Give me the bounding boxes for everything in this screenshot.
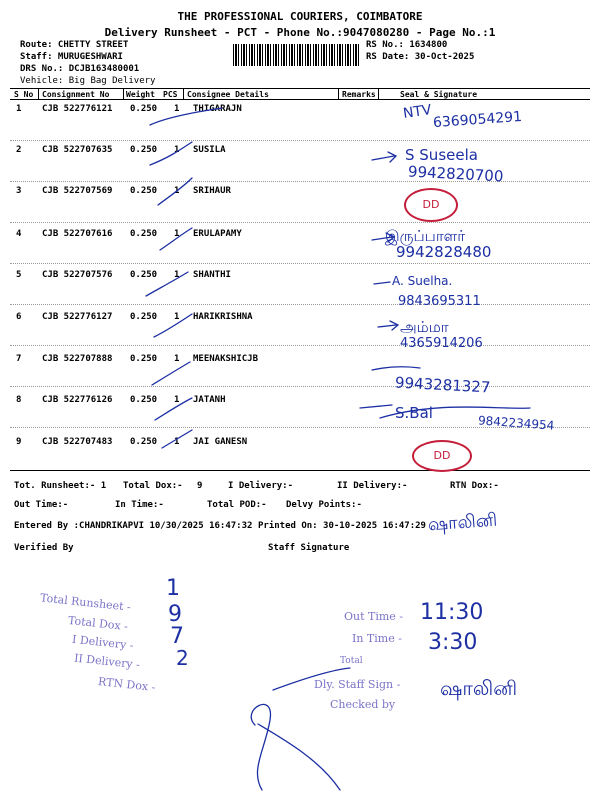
stamp-line: I Delivery -: [71, 632, 135, 653]
handwritten-name: இருப்பாளர்: [385, 227, 466, 245]
stamp-line: Out Time -: [344, 610, 404, 623]
handwritten-phone: 9942828480: [396, 243, 492, 261]
tick-stroke: [160, 228, 192, 250]
stamp-line: Total Dox -: [67, 613, 129, 634]
stamp-line: II Delivery -: [73, 651, 141, 672]
handwritten-signature: ஷாலினி: [427, 509, 498, 536]
dd-stamp: DD: [412, 440, 472, 472]
stamp-line: Checked by: [330, 698, 396, 711]
signature-stroke: [258, 724, 340, 790]
handwritten-name: NTV: [402, 102, 433, 122]
stamp-line: In Time -: [352, 632, 402, 645]
handwritten-value: 7: [170, 624, 184, 649]
col-sno: S No: [14, 90, 34, 99]
tick-stroke: [146, 272, 188, 296]
dd-stamp: DD: [404, 188, 458, 222]
handwritten-value: 3:30: [428, 630, 478, 655]
handwritten-phone: 4365914206: [400, 336, 483, 351]
stamp-line: RTN Dox -: [97, 675, 156, 694]
stamp-line: Dly. Staff Sign -: [314, 678, 401, 691]
handwritten-value: 1: [166, 576, 180, 601]
handwritten-signature: ஷாலினி: [440, 676, 518, 700]
handwritten-name: S Suseela: [405, 146, 478, 164]
total-dox-value: 9: [197, 481, 203, 491]
rs-date: RS Date: 30-Oct-2025: [366, 52, 475, 62]
rtn-dox: RTN Dox:-: [450, 481, 499, 491]
tot-runsheet: Tot. Runsheet:- 1: [14, 481, 107, 491]
tick-stroke: [162, 430, 192, 448]
ii-delivery: II Delivery:-: [337, 481, 408, 491]
total-dox-label: Total Dox:-: [123, 481, 183, 491]
verified-by: Verified By: [14, 543, 74, 553]
arrow-stroke: [372, 233, 394, 242]
signature-stroke: [251, 704, 270, 790]
col-seal-signature: Seal & Signature: [400, 90, 478, 99]
printed-on: Printed On: 30-10-2025 16:47:29: [258, 521, 426, 531]
stamp-line: Total Runsheet -: [39, 591, 132, 614]
col-weight: Weight: [126, 90, 155, 99]
arrow-stroke: [374, 282, 390, 284]
signature-stroke: [380, 407, 530, 418]
company-name: THE PROFESSIONAL COURIERS, COIMBATORE: [177, 10, 423, 23]
runsheet-title: Delivery Runsheet - PCT - Phone No.:9047080280 - Page No.:1: [104, 26, 496, 39]
arrow-stroke: [378, 321, 398, 330]
arrow-stroke: [360, 405, 392, 408]
i-delivery: I Delivery:-: [228, 481, 294, 491]
tick-stroke: [152, 362, 190, 385]
tick-stroke: [158, 178, 192, 205]
handwritten-phone: 9842234954: [477, 413, 555, 433]
route: Route: CHETTY STREET: [20, 40, 129, 50]
handwritten-phone: 9943281327: [394, 373, 491, 397]
drs-no: DRS No.: DCJB163480001: [20, 64, 140, 74]
col-remarks: Remarks: [342, 90, 376, 99]
handwritten-name: அம்மா: [400, 318, 449, 336]
handwritten-value: 9: [168, 602, 182, 627]
rs-no: RS No.: 1634800: [366, 40, 448, 50]
handwritten-name: A. Suelha.: [392, 274, 453, 288]
tick-stroke: [150, 108, 222, 125]
handwritten-phone: 9942820700: [407, 162, 504, 186]
staff: Staff: MURUGESHWARI: [20, 52, 123, 62]
handwritten-value: 2: [176, 646, 189, 670]
col-consignment: Consignment No: [42, 90, 110, 99]
tick-stroke: [154, 314, 192, 337]
arrow-stroke: [372, 152, 396, 162]
tick-stroke: [150, 142, 192, 165]
staff-signature-label: Staff Signature: [268, 543, 350, 553]
col-consignee: Consignee Details: [187, 90, 269, 99]
vehicle: Vehicle: Big Bag Delivery: [20, 76, 156, 86]
col-pcs: PCS: [163, 90, 178, 99]
delvy-points: Delvy Points:-: [286, 500, 362, 510]
stamp-line: Total: [340, 656, 363, 666]
in-time: In Time:-: [115, 500, 164, 510]
handwritten-name: S.Bal: [395, 404, 433, 422]
out-time: Out Time:-: [14, 500, 69, 510]
handwritten-value: 11:30: [420, 600, 484, 625]
entered-by: Entered By :CHANDRIKAPVI 10/30/2025 16:47:32: [14, 521, 253, 531]
handwritten-phone: 9843695311: [398, 294, 481, 309]
total-pod: Total POD:-: [207, 500, 267, 510]
arrow-stroke: [372, 367, 420, 370]
handwritten-phone: 6369054291: [432, 108, 523, 132]
tick-stroke: [155, 398, 192, 420]
